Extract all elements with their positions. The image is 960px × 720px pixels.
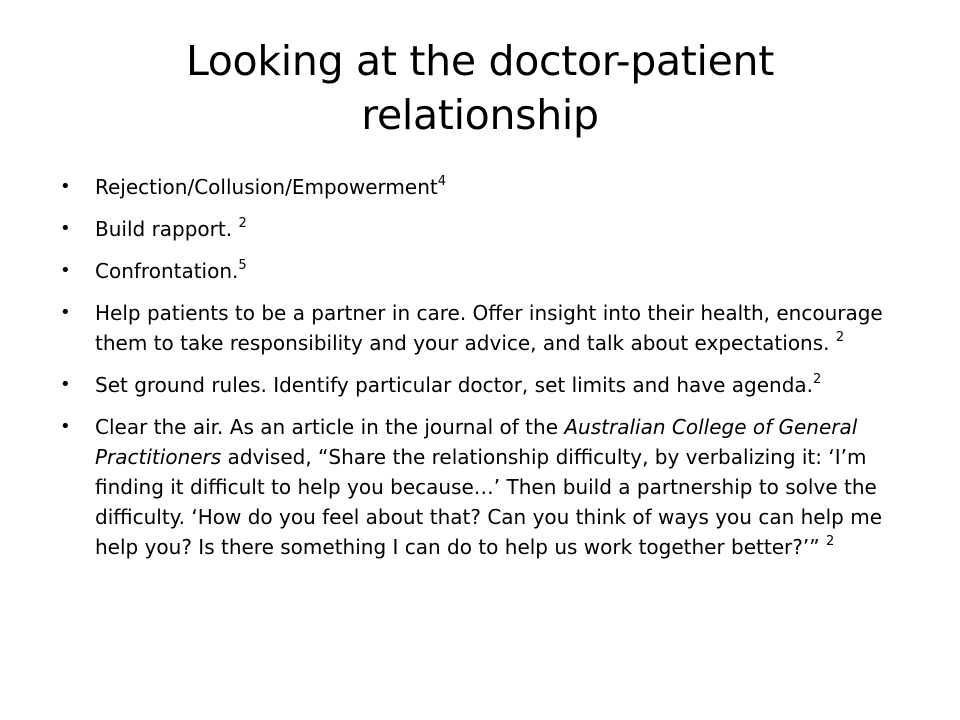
bullet-item-rapport [55,214,905,244]
bullet-body-part-a: Clear the air. As an article in the journal of the [95,415,565,439]
citation-superscript: 2 [835,330,845,346]
bullet-item-clear-the-air [55,412,905,562]
citation-superscript: 4 [437,174,446,190]
bullet-text [95,298,905,358]
bullet-dot-icon: • [60,176,71,197]
bullet-text [95,172,905,202]
bullet-list [55,172,905,574]
bullet-dot-icon: • [60,302,71,323]
bullet-body: Rejection/Collusion/Empowerment [95,175,438,199]
title-line-1: Looking at the doctor-patient [185,37,775,85]
bullet-item-confrontation [55,256,905,286]
bullet-dot-icon: • [60,218,71,239]
title-line-2: relationship [361,91,599,139]
citation-superscript: 5 [238,258,247,274]
bullet-text [95,370,905,400]
bullet-body: Set ground rules. Identify particular doctor, set limits and have agenda. [95,373,813,397]
bullet-body-part-b: advised, “Share the relationship difficulty, by verbalizing it: ‘I’m finding it difficult to help you because…’ Then build a partnership to solve the difficulty. ‘How do you feel about that? Can you think of ways you can help me help you? Is there something I can do to help us work together better?’” [95,445,882,559]
bullet-text [95,214,905,244]
bullet-dot-icon: • [60,374,71,395]
journal-name: Australian College of General Practitioners [95,415,858,469]
bullet-dot-icon: • [60,416,71,437]
citation-superscript: 2 [825,534,835,550]
bullet-item-partner-in-care [55,298,905,358]
bullet-body: Help patients to be a partner in care. Offer insight into their health, encourage them to take responsibility and your advice, and talk about expectations. [95,301,883,355]
bullet-body: Confrontation. [95,259,239,283]
bullet-item-ground-rules [55,370,905,400]
citation-superscript: 2 [238,216,247,232]
bullet-body: Build rapport. [95,217,239,241]
bullet-text [95,256,905,286]
bullet-item-rejection [55,172,905,202]
citation-superscript: 2 [813,372,822,388]
bullet-dot-icon: • [60,260,71,281]
bullet-text [95,412,905,562]
slide-title [60,34,900,142]
